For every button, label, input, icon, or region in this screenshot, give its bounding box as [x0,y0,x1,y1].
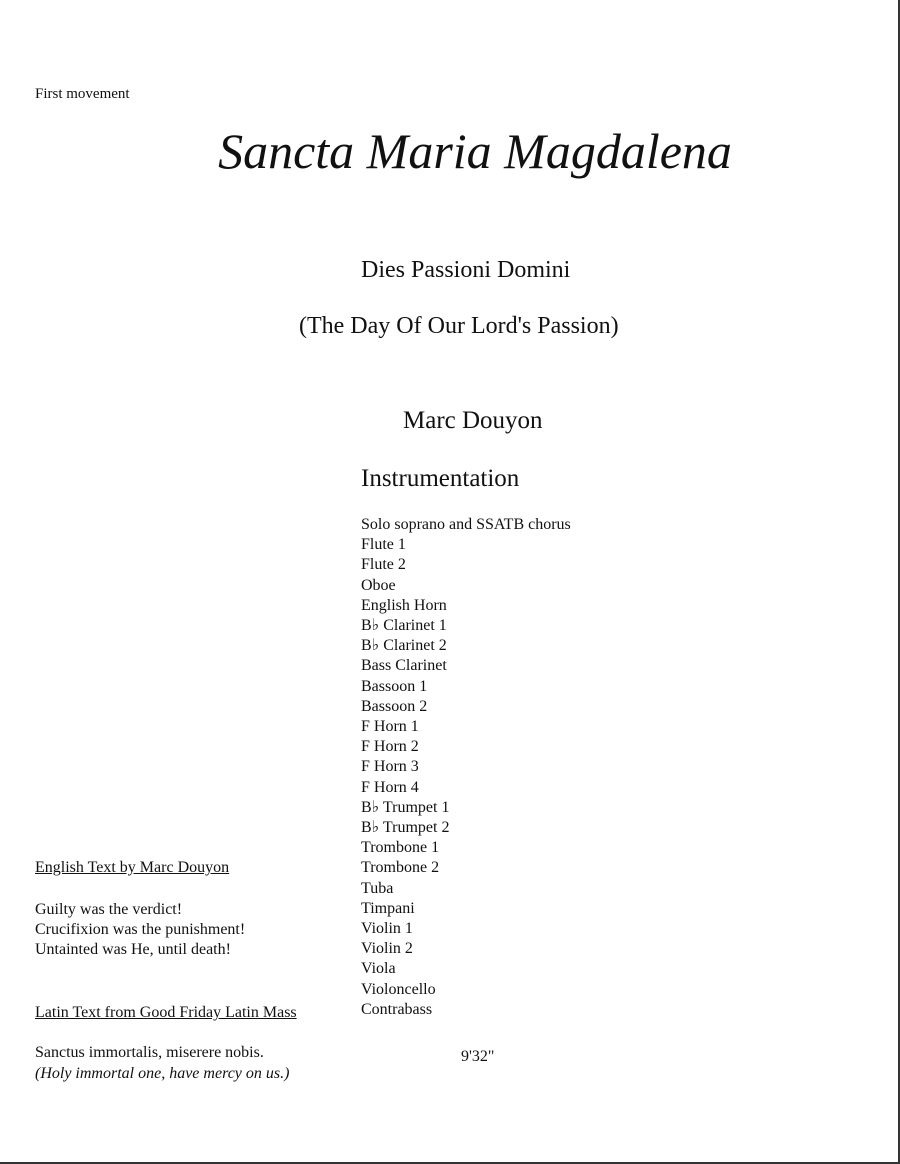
instrument-item: Bass Clarinet [361,657,447,675]
instrument-item: B♭ Clarinet 2 [361,637,447,655]
instrument-item: Viola [361,960,396,978]
instrument-item: F Horn 4 [361,778,419,796]
instrument-item: F Horn 1 [361,718,419,736]
instrument-item: F Horn 3 [361,758,419,776]
composer-name: Marc Douyon [403,407,543,434]
instrument-item: Solo soprano and SSATB chorus [361,516,571,533]
instrument-item: Flute 2 [361,556,406,574]
instrument-item: Timpani [361,899,415,917]
instrument-item: Violin 2 [361,940,413,958]
latin-text-heading: Latin Text from Good Friday Latin Mass [35,1004,297,1021]
instrument-item: Tuba [361,879,394,897]
instrument-item: English Horn [361,596,447,614]
instrument-item: Oboe [361,576,396,594]
instrument-item: Trombone 1 [361,839,440,857]
instrument-item: Contrabass [361,1000,433,1018]
instrument-item: Violin 1 [361,920,413,938]
instrument-item: B♭ Trumpet 1 [361,798,450,816]
instrumentation-list [361,515,571,1020]
instrument-item: Violoncello [361,980,436,998]
instrument-item: Bassoon 1 [361,677,428,695]
duration: 9'32" [461,1048,495,1065]
english-text-line: Untainted was He, until death! [35,941,231,959]
instrument-item: B♭ Trumpet 2 [361,819,450,837]
english-text-line: Crucifixion was the punishment! [35,921,246,939]
instrument-item: Trombone 2 [361,859,440,877]
instrument-item: F Horn 2 [361,738,419,756]
instrument-item: Bassoon 2 [361,697,428,715]
movement-label: First movement [35,86,130,102]
latin-text-translation: (Holy immortal one, have mercy on us.) [35,1065,290,1082]
latin-text-line: Sanctus immortalis, miserere nobis. [35,1044,264,1061]
english-text-line: Guilty was the verdict! [35,901,183,918]
english-text-heading: English Text by Marc Douyon [35,859,230,876]
subtitle-translation: (The Day Of Our Lord's Passion) [299,313,619,339]
instrumentation-heading: Instrumentation [361,465,520,492]
instrument-item: Flute 1 [361,536,406,554]
page-title: Sancta Maria Magdalena [218,123,732,179]
subtitle: Dies Passioni Domini [361,257,571,283]
english-text-block [35,900,245,961]
instrument-item: B♭ Clarinet 1 [361,617,447,635]
